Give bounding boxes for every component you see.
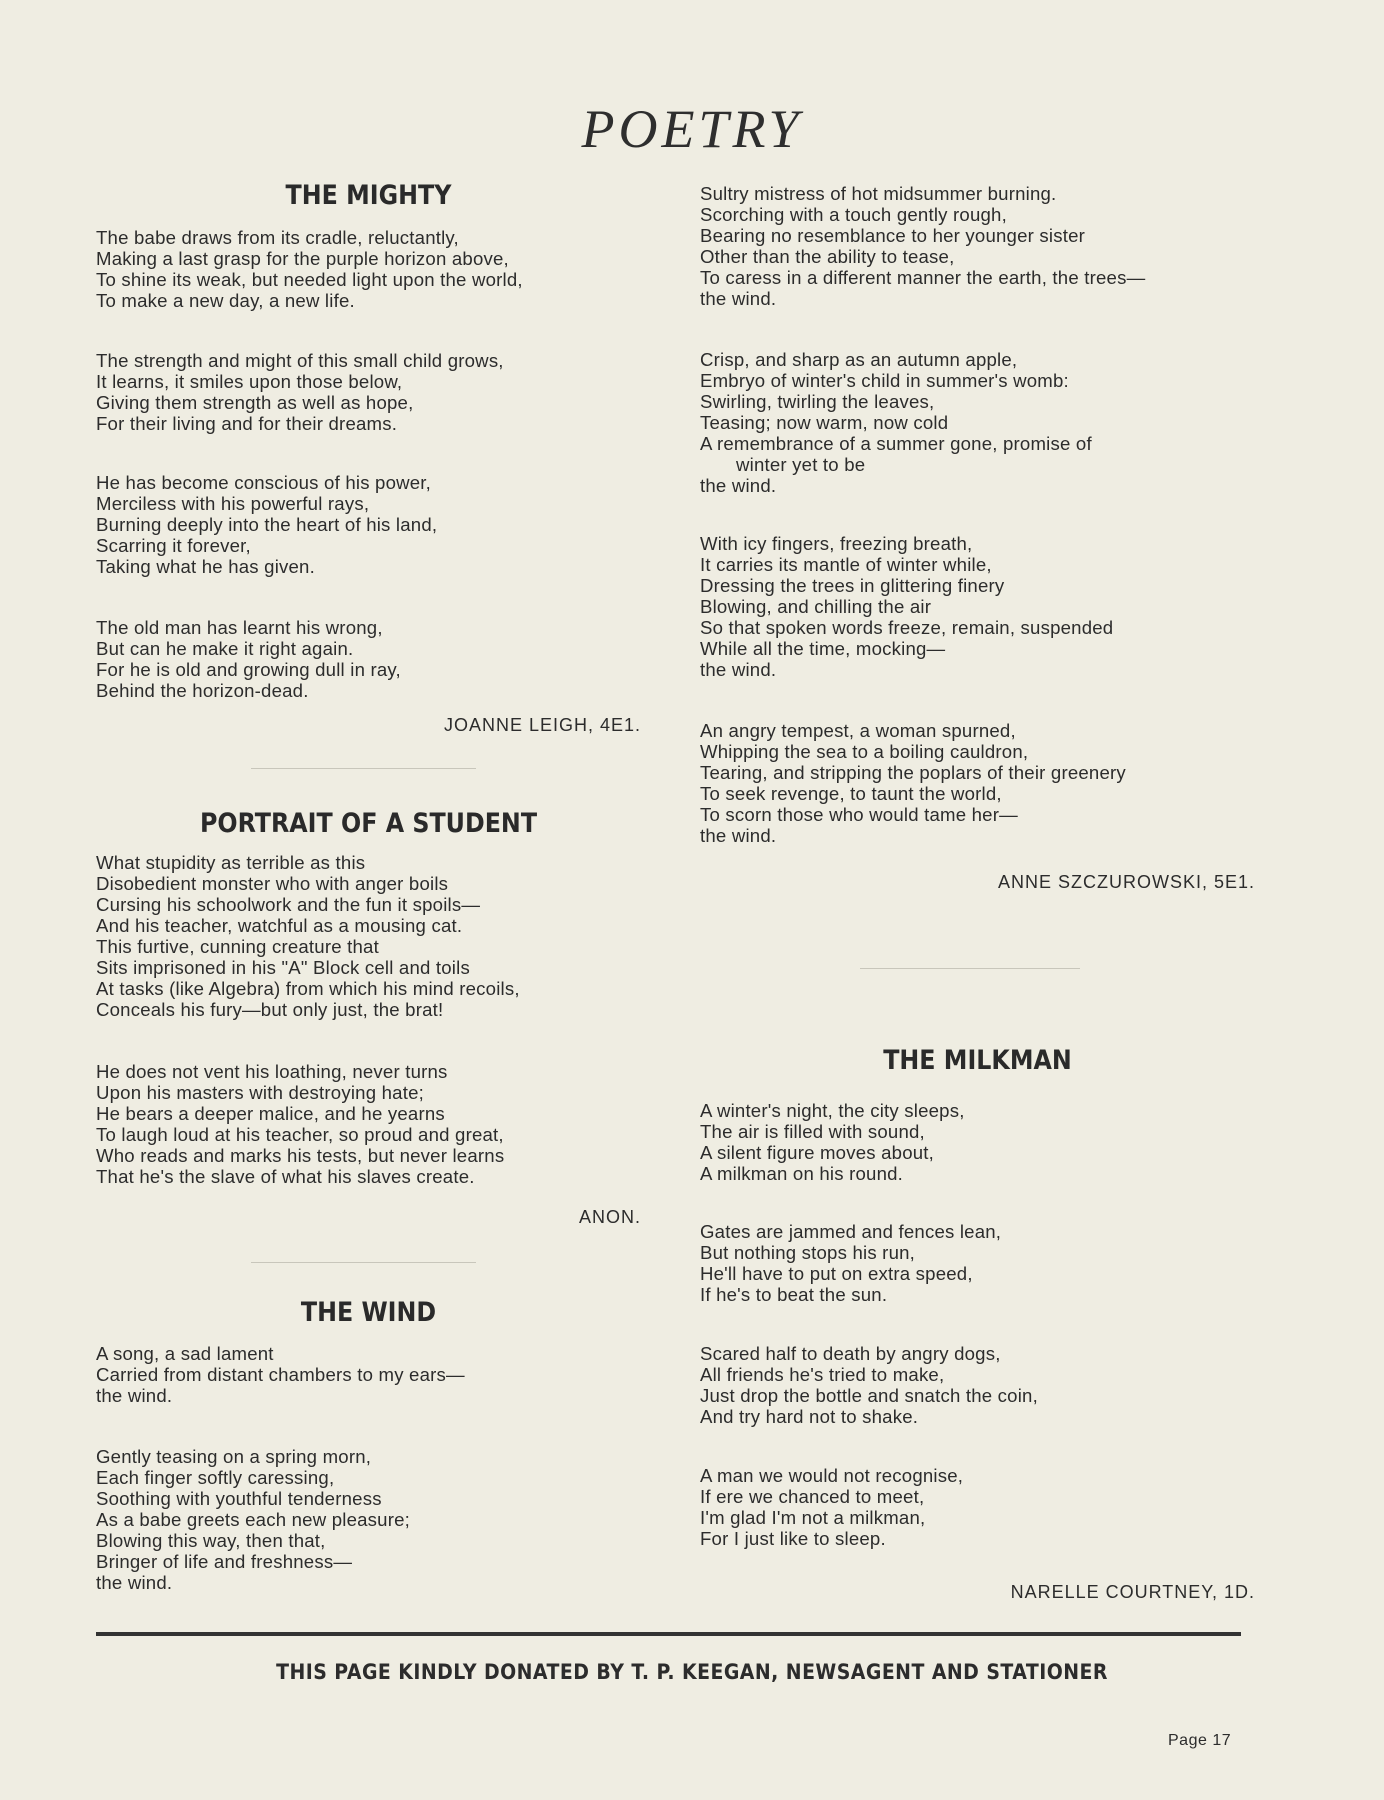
poem-title-the-wind: THE WIND xyxy=(300,1297,437,1328)
poem-line: the wind. xyxy=(700,475,777,496)
poem-line: Who reads and marks his tests, but never learns xyxy=(96,1145,505,1166)
poem-author: JOANNE LEIGH, 4E1. xyxy=(443,715,641,735)
stanza xyxy=(700,1343,1255,1427)
section-divider xyxy=(251,1262,476,1263)
poem-line: Dressing the trees in glittering finery xyxy=(700,575,1005,596)
poem-line: Swirling, twirling the leaves, xyxy=(700,391,935,412)
poem-line: A remembrance of a summer gone, promise of xyxy=(700,433,1092,454)
poem-line: A man we would not recognise, xyxy=(700,1465,964,1486)
poem-line: To shine its weak, but needed light upon the world, xyxy=(96,269,523,290)
poem-line: An angry tempest, a woman spurned, xyxy=(700,720,1016,741)
page-title: POETRY xyxy=(581,99,803,159)
poem-line: winter yet to be xyxy=(736,454,866,475)
stanza xyxy=(96,472,641,577)
stanza xyxy=(96,617,641,701)
stanza xyxy=(96,852,641,1020)
poem-line: But can he make it right again. xyxy=(96,638,354,659)
poem-line: It carries its mantle of winter while, xyxy=(700,554,992,575)
stanza xyxy=(700,183,1255,309)
stanza xyxy=(96,1446,641,1593)
poem-line: It learns, it smiles upon those below, xyxy=(96,371,403,392)
poem-line: Blowing, and chilling the air xyxy=(700,596,932,617)
stanza xyxy=(700,1221,1255,1305)
poem-line: the wind. xyxy=(700,288,777,309)
poem-author: ANON. xyxy=(578,1207,641,1227)
page-number: Page 17 xyxy=(1168,1732,1232,1749)
poem-line: A winter's night, the city sleeps, xyxy=(700,1100,965,1121)
poem-author: ANNE SZCZUROWSKI, 5E1. xyxy=(997,872,1255,892)
poem-line: the wind. xyxy=(96,1385,173,1406)
poem-line: Scorching with a touch gently rough, xyxy=(700,204,1007,225)
footer-rule xyxy=(96,1632,1241,1636)
poem-line: The air is filled with sound, xyxy=(700,1121,925,1142)
poem-line: With icy fingers, freezing breath, xyxy=(700,533,973,554)
poem-line: As a babe greets each new pleasure; xyxy=(96,1509,410,1530)
poem-line: A song, a sad lament xyxy=(96,1343,274,1364)
poem-line: Disobedient monster who with anger boils xyxy=(96,873,449,894)
poem-line: Embryo of winter's child in summer's womb: xyxy=(700,370,1069,391)
poem-line: He'll have to put on extra speed, xyxy=(700,1263,973,1284)
poem-line: A silent figure moves about, xyxy=(700,1142,935,1163)
poem-line: This furtive, cunning creature that xyxy=(96,936,379,957)
poem-line: Merciless with his powerful rays, xyxy=(96,493,370,514)
poem-line: The old man has learnt his wrong, xyxy=(96,617,383,638)
poem-line: Cursing his schoolwork and the fun it spoils— xyxy=(96,894,481,915)
poem-line: Scared half to death by angry dogs, xyxy=(700,1343,1001,1364)
poem-line: He does not vent his loathing, never turns xyxy=(96,1061,448,1082)
poem-line: The babe draws from its cradle, reluctantly, xyxy=(96,227,459,248)
poem-line: Blowing this way, then that, xyxy=(96,1530,326,1551)
stanza xyxy=(700,533,1255,680)
poem-line: To laugh loud at his teacher, so proud and great, xyxy=(96,1124,504,1145)
poem-line: The strength and might of this small child grows, xyxy=(96,350,504,371)
poem-line: Giving them strength as well as hope, xyxy=(96,392,414,413)
poem-line: the wind. xyxy=(96,1572,173,1593)
poem-line: Burning deeply into the heart of his land, xyxy=(96,514,438,535)
poem-line: Bearing no resemblance to her younger sister xyxy=(700,225,1086,246)
poem-line: Sits imprisoned in his "A" Block cell and toils xyxy=(96,957,470,978)
poem-line: While all the time, mocking— xyxy=(700,638,946,659)
poem-line: Sultry mistress of hot midsummer burning. xyxy=(700,183,1057,204)
poem-line: For their living and for their dreams. xyxy=(96,413,398,434)
stanza xyxy=(96,1061,641,1187)
poem-line: Making a last grasp for the purple horizon above, xyxy=(96,248,509,269)
poem-line: And try hard not to shake. xyxy=(700,1406,919,1427)
poem-line: To scorn those who would tame her— xyxy=(700,804,1018,825)
stanza xyxy=(96,350,641,434)
poem-line: All friends he's tried to make, xyxy=(700,1364,945,1385)
poem-line: If he's to beat the sun. xyxy=(700,1284,888,1305)
poem-line: Whipping the sea to a boiling cauldron, xyxy=(700,741,1029,762)
poem-line: Each finger softly caressing, xyxy=(96,1467,335,1488)
poem-line: Scarring it forever, xyxy=(96,535,251,556)
poem-line: To make a new day, a new life. xyxy=(96,290,355,311)
poem-line: He bears a deeper malice, and he yearns xyxy=(96,1103,445,1124)
poem-line: Taking what he has given. xyxy=(96,556,315,577)
poem-line: For he is old and growing dull in ray, xyxy=(96,659,401,680)
poem-line: At tasks (like Algebra) from which his mind recoils, xyxy=(96,978,520,999)
poem-line: Tearing, and stripping the poplars of their greenery xyxy=(700,762,1126,783)
stanza xyxy=(96,1343,641,1406)
poem-line: I'm glad I'm not a milkman, xyxy=(700,1507,926,1528)
poem-line: Bringer of life and freshness— xyxy=(96,1551,353,1572)
poem-line: He has become conscious of his power, xyxy=(96,472,432,493)
stanza xyxy=(700,1465,1255,1549)
poem-line: Teasing; now warm, now cold xyxy=(700,412,949,433)
poem-title-portrait-of-a-student: PORTRAIT OF A STUDENT xyxy=(199,808,538,839)
section-divider xyxy=(860,968,1080,969)
stanza xyxy=(700,349,1255,496)
section-divider xyxy=(251,768,476,769)
poem-line: If ere we chanced to meet, xyxy=(700,1486,925,1507)
poem-line: And his teacher, watchful as a mousing cat. xyxy=(96,915,463,936)
poem-line: Other than the ability to tease, xyxy=(700,246,955,267)
poem-line: What stupidity as terrible as this xyxy=(96,852,366,873)
poem-line: the wind. xyxy=(700,659,777,680)
poem-line: Upon his masters with destroying hate; xyxy=(96,1082,424,1103)
poem-line: But nothing stops his run, xyxy=(700,1242,916,1263)
poem-line: the wind. xyxy=(700,825,777,846)
poem-line: Conceals his fury—but only just, the brat! xyxy=(96,999,444,1020)
poem-line: For I just like to sleep. xyxy=(700,1528,886,1549)
poem-line: Just drop the bottle and snatch the coin, xyxy=(700,1385,1038,1406)
stanza xyxy=(700,720,1255,846)
poem-line: Gently teasing on a spring morn, xyxy=(96,1446,372,1467)
poem-line: So that spoken words freeze, remain, suspended xyxy=(700,617,1114,638)
footer-donation-note: THIS PAGE KINDLY DONATED BY T. P. KEEGAN, NEWSAGENT AND STATIONER xyxy=(276,1660,1108,1684)
poem-author: NARELLE COURTNEY, 1D. xyxy=(1010,1582,1255,1602)
poem-line: Behind the horizon-dead. xyxy=(96,680,309,701)
poem-line: Carried from distant chambers to my ears— xyxy=(96,1364,465,1385)
poem-line: Crisp, and sharp as an autumn apple, xyxy=(700,349,1018,370)
poem-line: Gates are jammed and fences lean, xyxy=(700,1221,1002,1242)
poem-line: To caress in a different manner the earth, the trees— xyxy=(700,267,1146,288)
stanza xyxy=(700,1100,1255,1184)
poem-title-the-mighty: THE MIGHTY xyxy=(285,180,452,211)
stanza xyxy=(96,227,641,311)
poem-title-the-milkman: THE MILKMAN xyxy=(883,1045,1072,1076)
poem-line: That he's the slave of what his slaves create. xyxy=(96,1166,475,1187)
poem-line: A milkman on his round. xyxy=(700,1163,904,1184)
poem-line: To seek revenge, to taunt the world, xyxy=(700,783,1002,804)
poem-line: Soothing with youthful tenderness xyxy=(96,1488,382,1509)
